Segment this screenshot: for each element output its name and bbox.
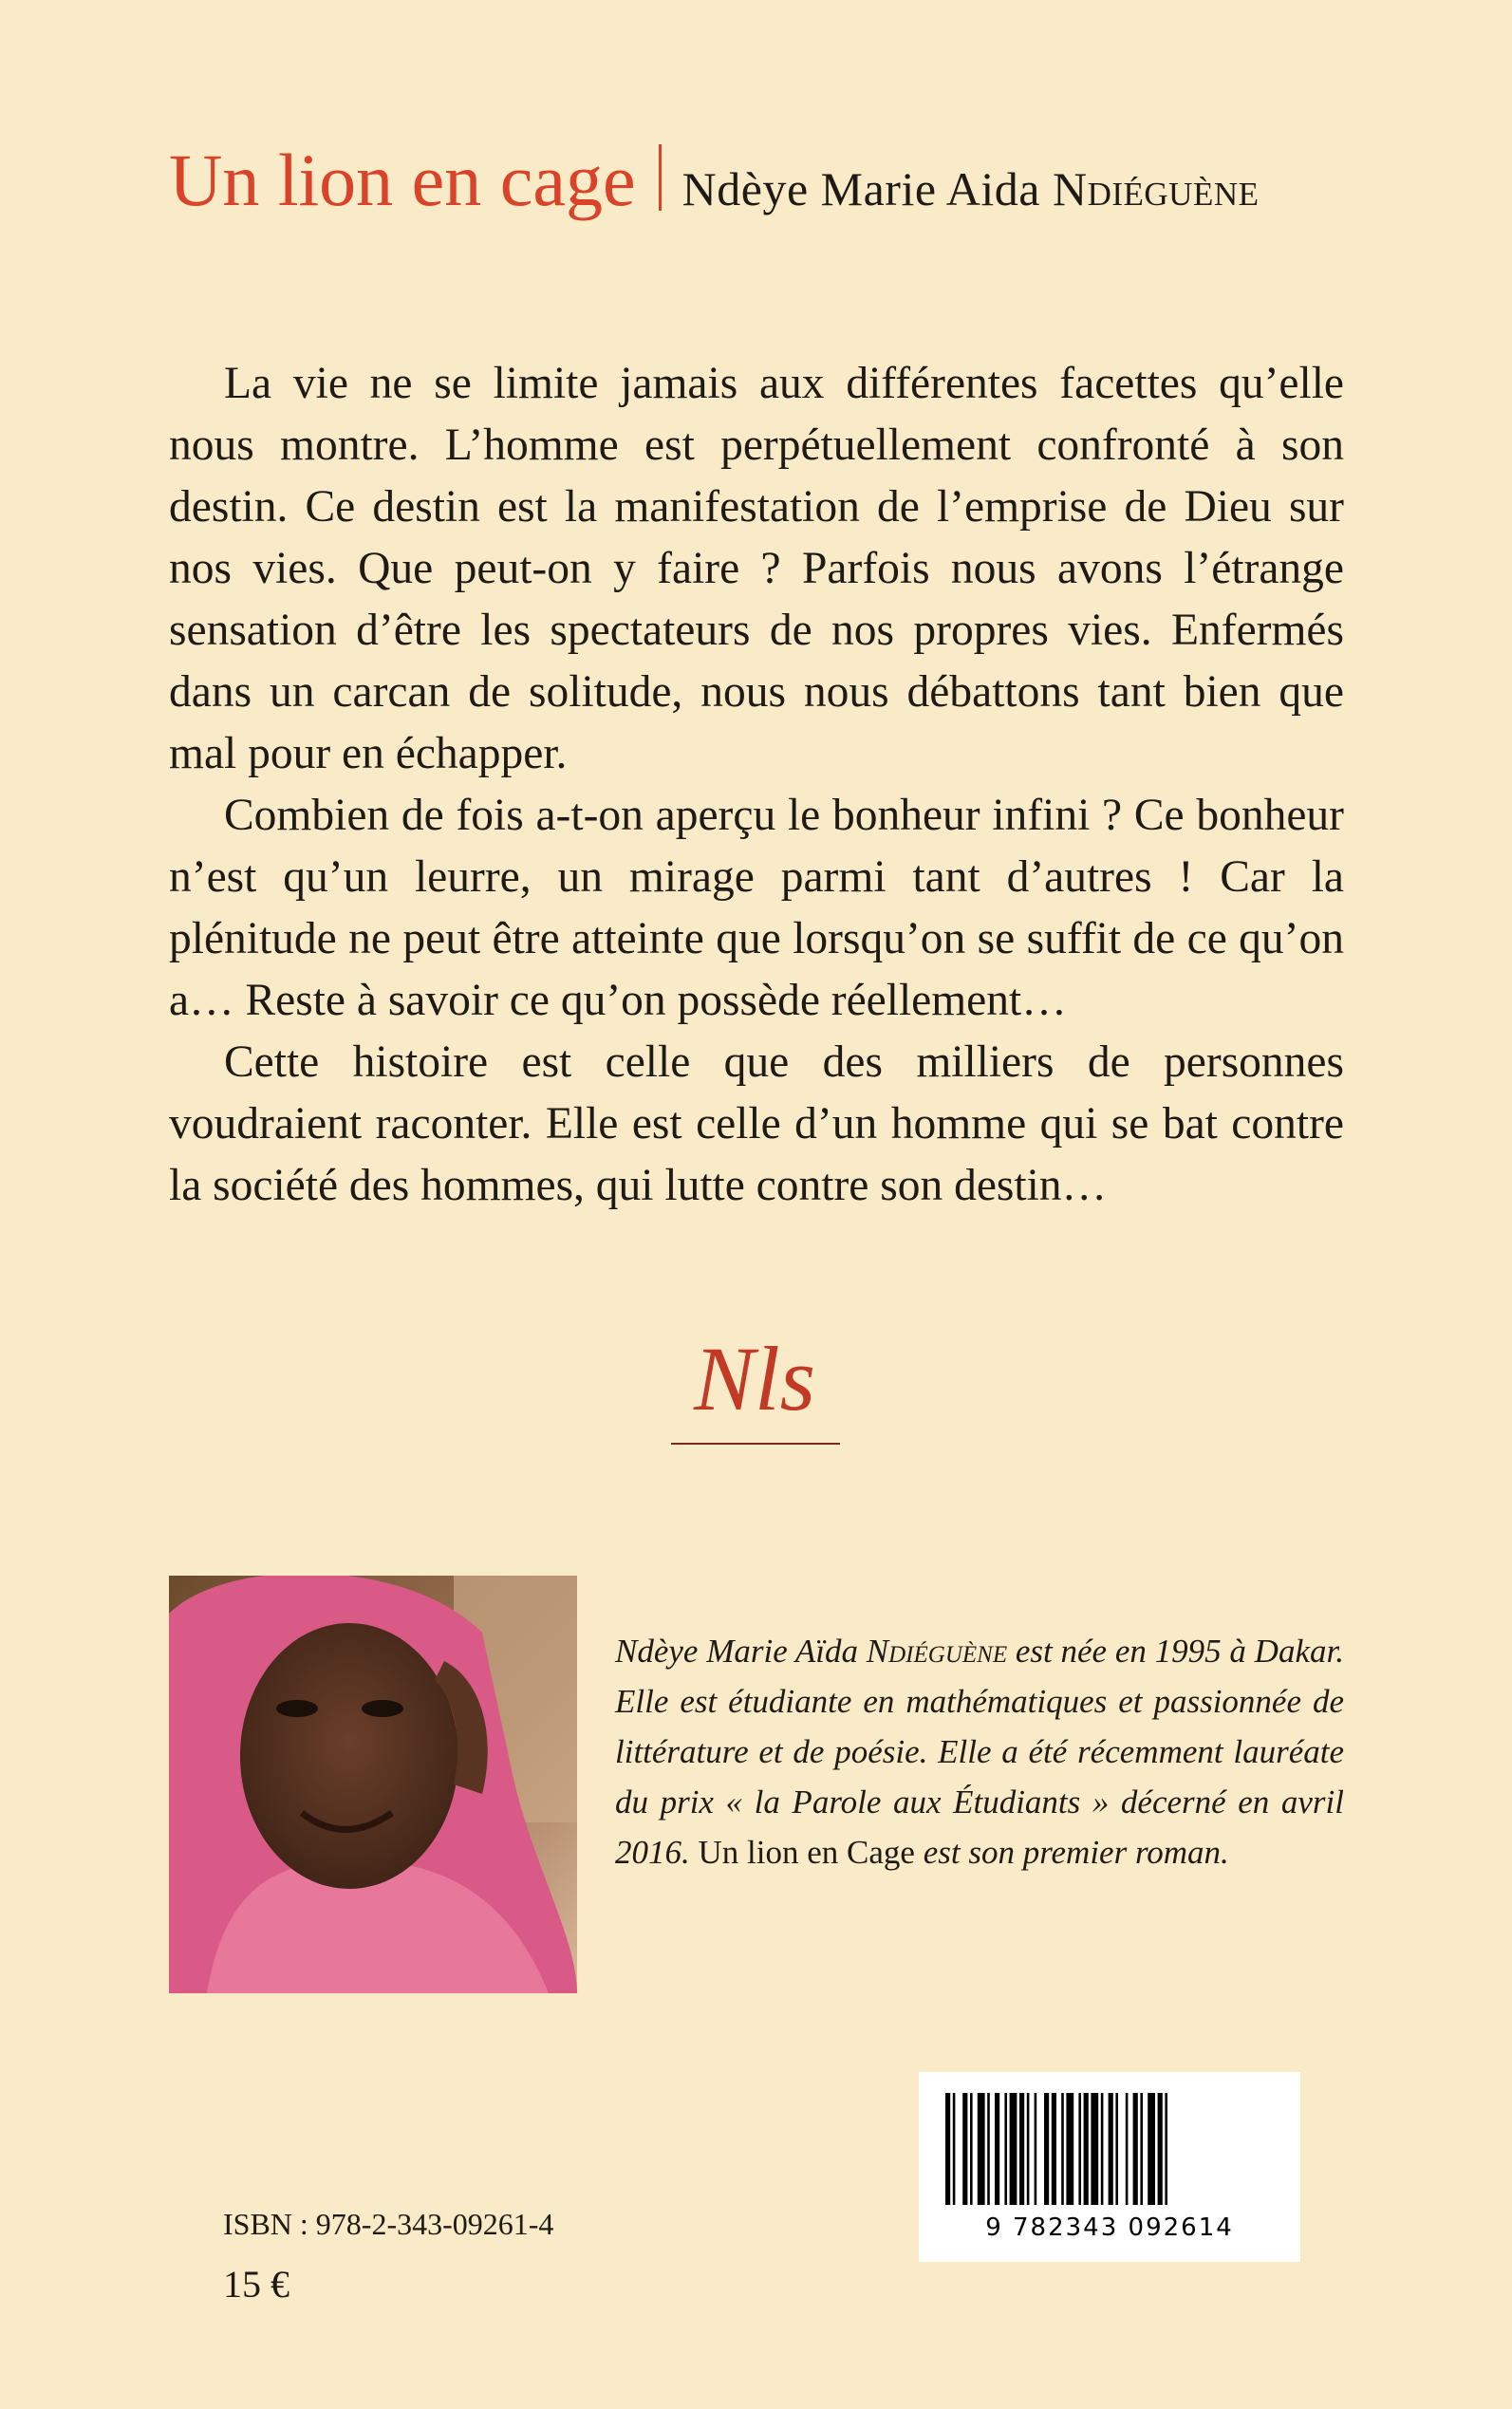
blurb-paragraph: Cette histoire est celle que des milliers de personnes voudraient raconter. Elle est celle d’un homme qui se bat contre la société des hommes, qui lutte contre son destin… <box>169 1037 1344 1210</box>
bio-author-first: Ndèye Marie Aïda <box>615 1633 867 1670</box>
barcode-bar <box>1078 2093 1081 2205</box>
author-last-name: Ndiéguène <box>1052 162 1260 215</box>
barcode-bar <box>1158 2093 1163 2205</box>
author-photo <box>169 1576 577 1993</box>
barcode-bar <box>987 2093 990 2205</box>
barcode-bar <box>1101 2093 1104 2205</box>
barcode-bar <box>978 2093 985 2205</box>
price-label: 15 € <box>223 2263 289 2306</box>
barcode-bar <box>1084 2093 1089 2205</box>
author-first-name: Ndèye Marie Aida <box>681 162 1053 215</box>
isbn-label: ISBN : 978-2-343-09261-4 <box>223 2207 554 2241</box>
barcode-bar <box>1035 2093 1037 2205</box>
barcode-bar <box>1115 2093 1118 2205</box>
barcode-bar <box>1126 2093 1129 2205</box>
blurb-paragraph: Combien de fois a-t-on aperçu le bonheur infini ? Ce bonheur n’est qu’un leurre, un mirage parmi tant d’autres ! Car la plénitude ne peut être atteinte que lorsqu’on se suffit de ce qu’on a… Reste à savoir ce qu’on possède réellement… <box>169 791 1344 1025</box>
header <box>169 138 1259 223</box>
barcode-bar <box>1061 2093 1064 2205</box>
barcode-bar <box>1140 2093 1143 2205</box>
barcode-bar <box>1027 2093 1030 2205</box>
book-title: Un lion en cage <box>169 139 636 221</box>
publisher-logo <box>664 1310 845 1443</box>
barcode-bar <box>995 2093 999 2205</box>
barcode-bar <box>1133 2093 1138 2205</box>
bio-text-end: est son premier roman. <box>914 1834 1229 1871</box>
bio-author-last: Ndiéguène <box>866 1633 1008 1670</box>
barcode-bar <box>1148 2093 1155 2205</box>
barcode-bar <box>1004 2093 1007 2205</box>
blurb-paragraph: La vie ne se limite jamais aux différentes facettes qu’elle nous montre. L’homme est perpétuellement confronté à son destin. Ce destin est la manifestation de l’emprise de Dieu sur nos vies. Que peut-on y faire ? Parfois nous avons l’étrange sensation d’être les spectateurs de nos propres vies. Enfermés dans un carcan de solitude, nous nous débattons tant bien que mal pour en échapper. <box>169 359 1344 778</box>
barcode-bar <box>1052 2093 1056 2205</box>
barcode-bar <box>1066 2093 1073 2205</box>
bio-book-title: Un lion en Cage <box>698 1834 915 1871</box>
barcode-bar <box>1044 2093 1049 2205</box>
isbn-barcode <box>919 2072 1300 2262</box>
barcode-bar <box>1165 2093 1167 2205</box>
author-bio <box>615 1626 1344 1877</box>
bio-text: est née en 1995 à Dakar. Elle est étudiante en mathématiques et passionnée de littérature et de poésie. Elle a été récemment lauréate du prix « la Parole aux Étudiants » décerné en avril 2016. <box>615 1633 1344 1871</box>
publisher-logo-text: Nls <box>693 1328 816 1429</box>
author-name <box>682 162 1260 215</box>
barcode-bar <box>953 2093 956 2205</box>
barcode-digits: 9 782343 092614 <box>985 2213 1234 2242</box>
logo-rule <box>671 1443 840 1445</box>
barcode-bars <box>945 2093 1167 2205</box>
barcode-bar <box>1019 2093 1024 2205</box>
barcode-bar <box>1091 2093 1098 2205</box>
barcode-bar <box>970 2093 973 2205</box>
barcode-bar <box>962 2093 967 2205</box>
back-cover-blurb <box>169 353 1344 1217</box>
barcode-bar <box>945 2093 950 2205</box>
bio-author-name <box>615 1633 1007 1670</box>
barcode-bar <box>1109 2093 1113 2205</box>
title-separator <box>659 144 662 211</box>
barcode-bar <box>1010 2093 1017 2205</box>
